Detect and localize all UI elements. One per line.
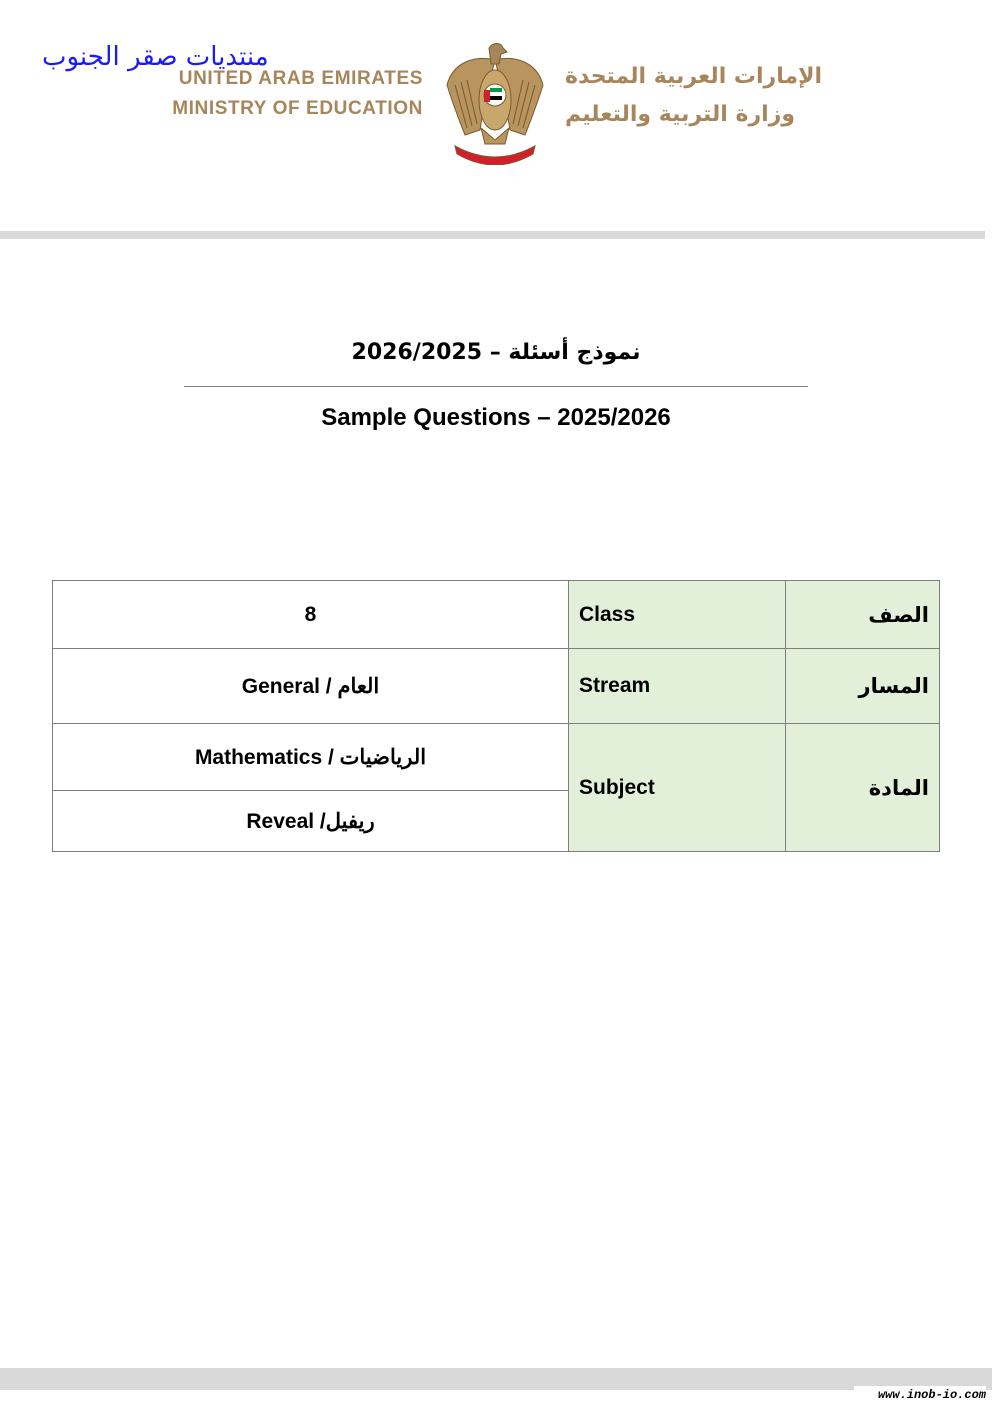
stream-label-en: Stream bbox=[569, 649, 786, 724]
uae-emblem-logo bbox=[445, 40, 545, 165]
table-row-stream bbox=[53, 649, 940, 724]
stream-label-ar: المسار bbox=[786, 649, 940, 724]
title-divider bbox=[184, 386, 808, 387]
class-label-ar: الصف bbox=[786, 581, 940, 649]
info-table bbox=[52, 580, 940, 852]
subject-value-2: Reveal /ريفيل bbox=[53, 791, 569, 852]
ministry-name-english bbox=[148, 64, 423, 124]
watermark-text: منتديات صقر الجنوب bbox=[42, 42, 269, 72]
table-row-class bbox=[53, 581, 940, 649]
footer-bar bbox=[0, 1368, 992, 1390]
ministry-title-ar: وزارة التربية والتعليم bbox=[565, 102, 795, 127]
ministry-country-en: UNITED ARAB EMIRATES bbox=[178, 68, 423, 89]
class-value: 8 bbox=[53, 581, 569, 649]
ministry-country-ar: الإمارات العربية المتحدة bbox=[565, 64, 823, 89]
subject-label-ar: المادة bbox=[786, 724, 940, 852]
footer-site-link[interactable]: www.inob-io.com bbox=[854, 1386, 986, 1404]
ministry-name-arabic bbox=[565, 58, 845, 134]
subject-value-1: Mathematics / الرياضيات bbox=[53, 724, 569, 791]
header-divider bbox=[0, 231, 985, 239]
title-arabic: نموذج أسئلة – 2026/2025 bbox=[351, 340, 641, 365]
table-row-subject bbox=[53, 724, 940, 791]
class-label-en: Class bbox=[569, 581, 786, 649]
stream-value: General / العام bbox=[53, 649, 569, 724]
ministry-title-en: MINISTRY OF EDUCATION bbox=[172, 98, 423, 119]
subject-label-en: Subject bbox=[569, 724, 786, 852]
title-english: Sample Questions – 2025/2026 bbox=[321, 404, 671, 431]
